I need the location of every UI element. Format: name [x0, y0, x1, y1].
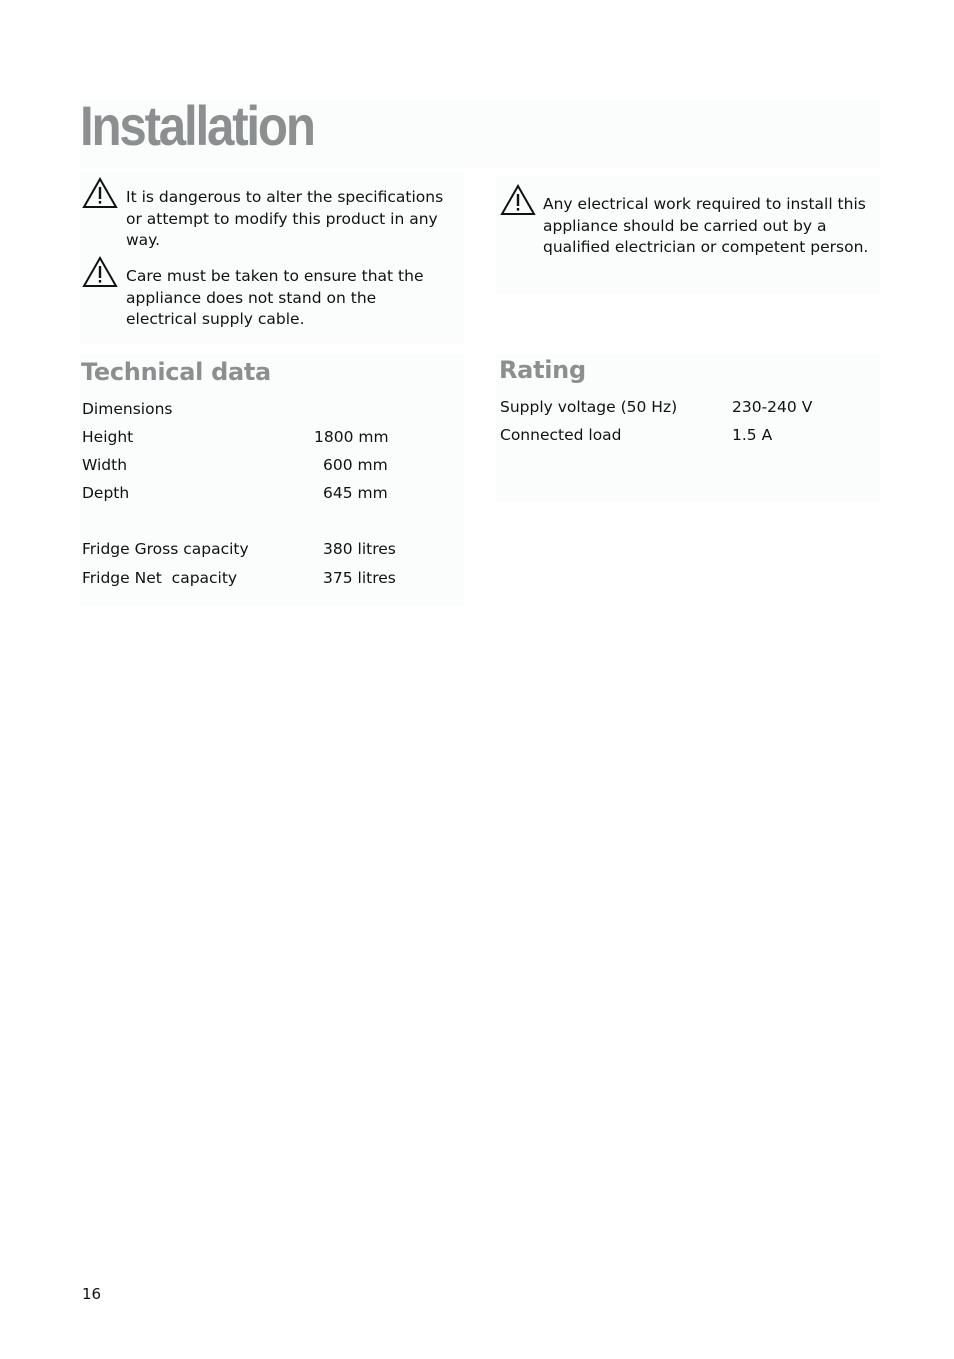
row-label: Width — [82, 456, 128, 474]
page-title: Installation — [80, 94, 314, 157]
row-value: 645 mm — [323, 484, 388, 502]
warning-triangle-icon — [82, 177, 118, 209]
rating-heading: Rating — [499, 356, 586, 384]
row-value: 375 litres — [323, 569, 396, 587]
warning-triangle-icon — [500, 184, 536, 216]
row-label: Fridge Net capacity — [82, 569, 238, 587]
technical-data-heading: Technical data — [81, 358, 271, 386]
row-label: Fridge Gross capacity — [82, 540, 249, 558]
row-label: Supply voltage (50 Hz) — [500, 398, 678, 416]
warning-text: Any electrical work required to install this appliance should be carried out by a qualified electrician or competent person. — [543, 195, 869, 256]
page-number: 16 — [82, 1285, 102, 1303]
row-label: Connected load — [500, 426, 622, 444]
row-label: Height — [82, 428, 134, 446]
row-label: Dimensions — [82, 400, 173, 418]
row-label: Depth — [82, 484, 130, 502]
row-value: 600 mm — [323, 456, 388, 474]
warning-text: Care must be taken to ensure that the appliance does not stand on the electrical supply cable. — [126, 267, 424, 328]
warning-text: It is dangerous to alter the specifications or attempt to modify this product in any way. — [126, 188, 444, 249]
warning-triangle-icon — [82, 256, 118, 288]
row-value: 230-240 V — [732, 398, 813, 416]
row-value: 1.5 A — [732, 426, 773, 444]
row-value: 1800 mm — [314, 428, 389, 446]
row-value: 380 litres — [323, 540, 396, 558]
